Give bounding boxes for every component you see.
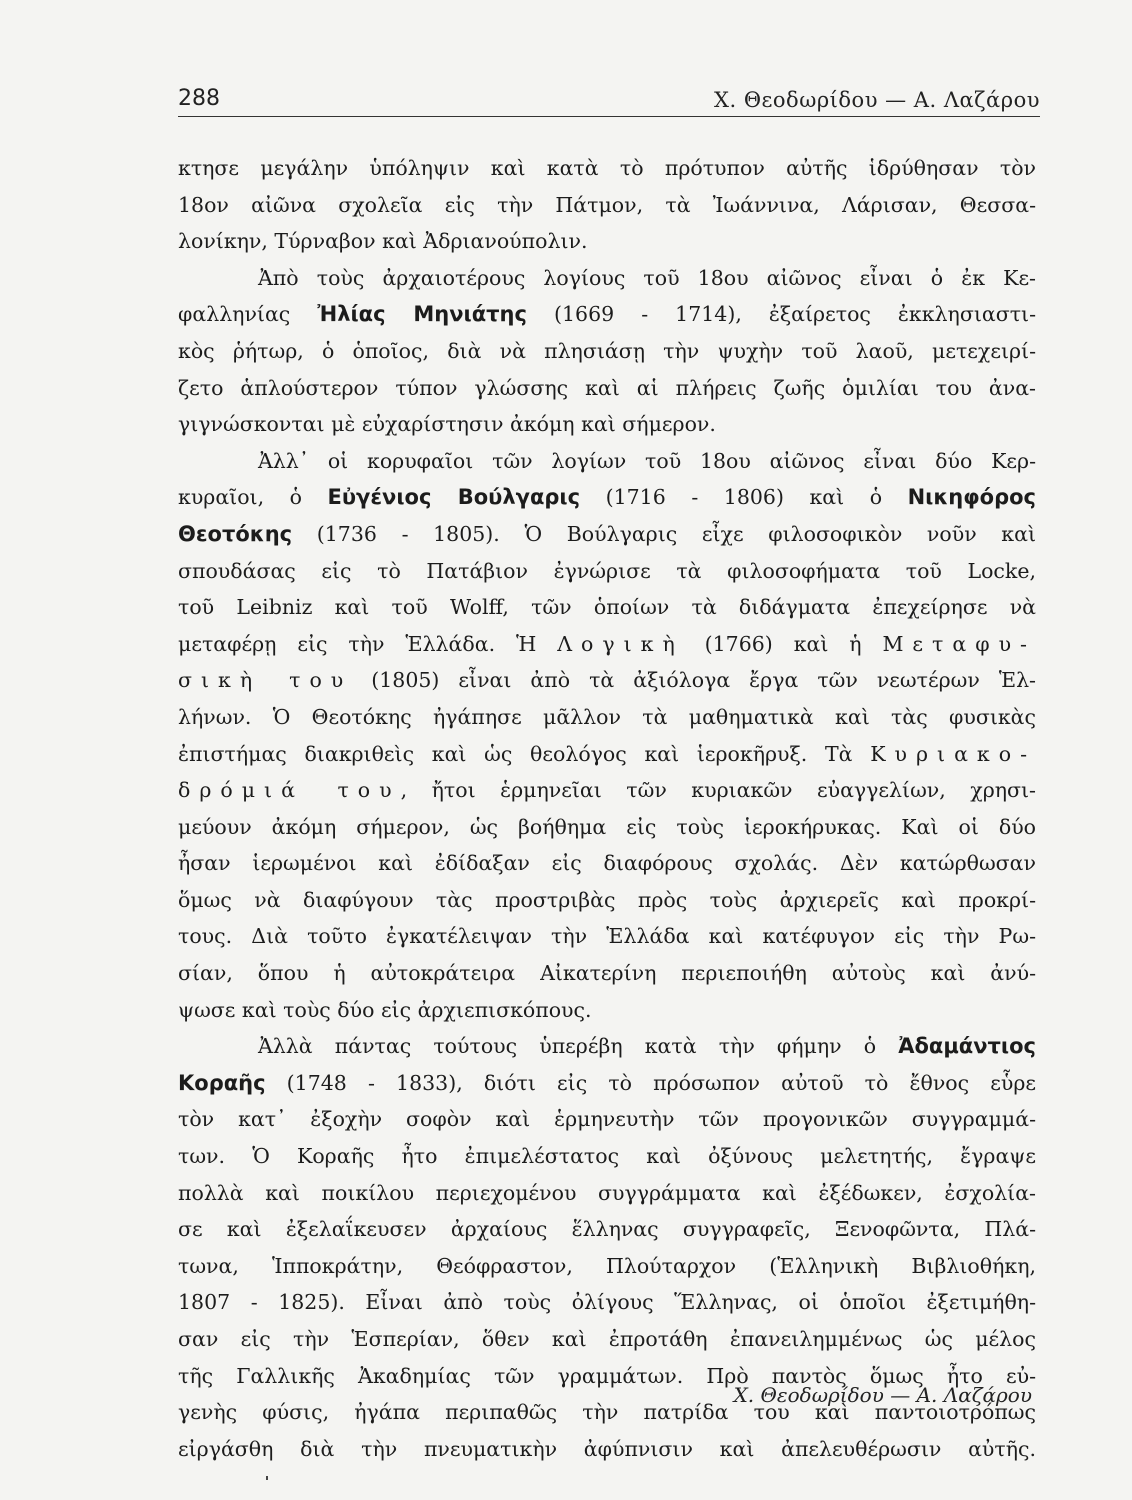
text-run: ζετο ἁπλούστερον τύπον γλώσσης καὶ αἱ πλήρεις ζωῆς ὁμιλίαι του ἀνα-: [178, 375, 1036, 400]
text-line: [178, 845, 1036, 882]
author-signature: Χ. Θεοδωρίδου — Α. Λαζάρου: [733, 1383, 1032, 1407]
text-run: ὅμως νὰ διαφύγουν τὰς προστριβὰς πρὸς τοὺς ἀρχιερεῖς καὶ προκρί-: [178, 887, 1036, 912]
text-run: Ἀπὸ τοὺς ἀρχαιοτέρους λογίους τοῦ 18ου αἰῶνος εἶναι ὁ ἐκ Κε-: [258, 265, 1036, 290]
text-line: [178, 662, 1036, 699]
text-line: [178, 150, 1036, 187]
text-run: (1716 - 1806) καὶ ὁ: [580, 485, 908, 510]
text-line: [178, 1175, 1036, 1212]
text-run: (1669 - 1714), ἐξαίρετος ἐκκλησιαστι-: [526, 302, 1036, 327]
bold-name: Νικηφόρος: [907, 485, 1036, 510]
text-run: των. Ὁ Κοραῆς ἦτο ἐπιμελέστατος καὶ ὀξύνους μελετητής, ἔγραψε: [178, 1144, 1036, 1169]
text-line: [178, 589, 1036, 626]
text-run: ἦσαν ἱερωμένοι καὶ ἐδίδαξαν εἰς διαφόρους σχολάς. Δὲν κατώρθωσαν: [178, 851, 1036, 876]
text-run: κτησε μεγάλην ὑπόληψιν καὶ κατὰ τὸ πρότυπον αὐτῆς ἱδρύθησαν τὸν: [178, 156, 1036, 180]
text-run: τωνα, Ἱπποκράτην, Θεόφραστον, Πλούταρχον (Ἑλληνικὴ Βιβλιοθήκη,: [178, 1253, 1036, 1278]
text-line: [178, 1028, 1036, 1065]
text-run: τὸν κατ᾽ ἐξοχὴν σοφὸν καὶ ἑρμηνευτὴν τῶν προγονικῶν συγγραμμά-: [178, 1107, 1036, 1132]
text-line: [178, 809, 1036, 846]
text-run: (1736 - 1805). Ὁ Βούλγαρις εἶχε φιλοσοφικὸν νοῦν καὶ: [292, 521, 1036, 546]
text-run: σπουδάσας εἰς τὸ Πατάβιον ἐγνώρισε τὰ φιλοσοφήματα τοῦ Locke,: [178, 558, 1036, 583]
bold-name: Εὐγένιος Βούλγαρις: [327, 485, 581, 510]
text-line: [178, 1248, 1036, 1285]
text-line: [178, 443, 1036, 480]
text-run: λονίκην, Τύρναβον καὶ Ἀδριανούπολιν.: [178, 229, 588, 254]
text-run: εἰργάσθη διὰ τὴν πνευματικὴν ἀφύπνισιν καὶ ἀπελευθέρωσιν αὐτῆς.: [178, 1436, 1036, 1461]
text-line: [178, 553, 1036, 590]
text-line: [178, 260, 1036, 297]
text-line: [178, 772, 1036, 809]
text-line: [178, 1211, 1036, 1248]
text-run: πολλὰ καὶ ποικίλου περιεχομένου συγγράμματα καὶ ἐξέδωκεν, ἐσχολία-: [178, 1180, 1036, 1205]
text-line: [178, 1138, 1036, 1175]
text-run: ἐπιστήμας διακριθεὶς καὶ ὡς θεολόγος καὶ ἱεροκῆρυξ. Τὰ: [178, 741, 871, 766]
text-run: (1805) εἶναι ἀπὸ τὰ ἀξιόλογα ἔργα τῶν νεωτέρων Ἑλ-: [352, 668, 1036, 693]
text-line: [178, 992, 1036, 1029]
print-speck: [266, 1476, 268, 1480]
text-line: [178, 1284, 1036, 1321]
text-line: [178, 406, 1036, 443]
spaced-title: δρόμιά του: [178, 778, 401, 803]
text-run: κὸς ῥήτωρ, ὁ ὁποῖος, διὰ νὰ πλησιάσῃ τὴν ψυχὴν τοῦ λαοῦ, μετεχειρί-: [178, 338, 1036, 363]
text-run: (1748 - 1833), διότι εἰς τὸ πρόσωπον αὐτοῦ τὸ ἔθνος εὗρε: [265, 1070, 1036, 1095]
spaced-title: Μεταφυ-: [882, 631, 1036, 656]
text-run: φαλληνίας: [178, 302, 318, 327]
text-run: τῆς Γαλλικῆς Ἀκαδημίας τῶν γραμμάτων. Πρὸ παντὸς ὅμως ἦτο εὐ-: [178, 1363, 1036, 1388]
text-line: [178, 882, 1036, 919]
text-run: μεύουν ἀκόμη σήμερον, ὡς βοήθημα εἰς τοὺς ἱεροκήρυκας. Καὶ οἱ δύο: [178, 814, 1036, 839]
text-line: [178, 1431, 1036, 1468]
spaced-title: Λογικὴ: [557, 631, 684, 656]
text-line: [178, 1101, 1036, 1138]
text-line: [178, 1065, 1036, 1102]
text-run: Ἀλλὰ πάντας τούτους ὑπερέβη κατὰ τὴν φήμην ὁ: [258, 1034, 899, 1059]
text-run: 1807 - 1825). Εἶναι ἀπὸ τοὺς ὀλίγους Ἕλληνας, οἱ ὁποῖοι ἐξετιμήθη-: [178, 1290, 1036, 1315]
text-run: σίαν, ὅπου ἡ αὐτοκράτειρα Αἰκατερίνη περιεποιήθη αὐτοὺς καὶ ἀνύ-: [178, 961, 1036, 986]
text-run: λήνων. Ὁ Θεοτόκης ἠγάπησε μᾶλλον τὰ μαθηματικὰ καὶ τὰς φυσικὰς: [178, 704, 1036, 729]
text-run: Ἀλλ᾽ οἱ κορυφαῖοι τῶν λογίων τοῦ 18ου αἰῶνος εἶναι δύο Κερ-: [258, 448, 1036, 473]
spaced-title: σικὴ του: [178, 668, 353, 693]
text-line: [178, 918, 1036, 955]
text-line: [178, 479, 1036, 516]
bold-name: Κοραῆς: [178, 1070, 266, 1095]
page-header: [178, 82, 1040, 117]
text-line: [178, 1321, 1036, 1358]
text-line: [178, 333, 1036, 370]
text-line: [178, 223, 1036, 260]
text-line: [178, 187, 1036, 224]
text-line: [178, 736, 1036, 773]
text-run: 18ον αἰῶνα σχολεῖα εἰς τὴν Πάτμον, τὰ Ἰωάννινα, Λάρισαν, Θεσσα-: [178, 192, 1036, 217]
text-line: [178, 516, 1036, 553]
text-line: [178, 626, 1036, 663]
text-run: τους. Διὰ τοῦτο ἐγκατέλειψαν τὴν Ἑλλάδα καὶ κατέφυγον εἰς τὴν Ρω-: [178, 924, 1036, 949]
page-number: 288: [178, 86, 220, 111]
bold-name: Ἠλίας Μηνιάτης: [317, 302, 527, 327]
text-line: [178, 296, 1036, 333]
text-run: ψωσε καὶ τοὺς δύο εἰς ἀρχιεπισκόπους.: [178, 997, 592, 1022]
text-run: (1766) καὶ ἡ: [683, 631, 883, 656]
text-run: , ἤτοι ἑρμηνεῖαι τῶν κυριακῶν εὐαγγελίων, χρησι-: [400, 778, 1036, 803]
text-run: τοῦ Leibniz καὶ τοῦ Wolff, τῶν ὁποίων τὰ διδάγματα ἐπεχείρησε νὰ: [178, 595, 1036, 620]
text-run: μεταφέρῃ εἰς τὴν Ἑλλάδα. Ἡ: [178, 631, 558, 656]
running-head: Χ. Θεοδωρίδου — Α. Λαζάρου: [714, 88, 1040, 112]
text-run: γενὴς φύσις, ἠγάπα περιπαθῶς τὴν πατρίδα του καὶ παντοιοτρόπως: [178, 1400, 1036, 1425]
text-run: σε καὶ ἐξελαΐκευσεν ἀρχαίους ἕλληνας συγγραφεῖς, Ξενοφῶντα, Πλά-: [178, 1217, 1036, 1242]
spaced-title: Κυριακο-: [870, 741, 1036, 766]
bold-name: Ἀδαμάντιος: [898, 1034, 1036, 1059]
text-run: γιγνώσκονται μὲ εὐχαρίστησιν ἀκόμη καὶ σήμερον.: [178, 412, 716, 437]
text-line: [178, 370, 1036, 407]
body-text: [178, 150, 1036, 1467]
bold-name: Θεοτόκης: [178, 521, 293, 546]
text-line: [178, 699, 1036, 736]
text-line: [178, 955, 1036, 992]
text-run: σαν εἰς τὴν Ἑσπερίαν, ὅθεν καὶ ἐπροτάθη ἐπανειλημμένως ὡς μέλος: [178, 1327, 1036, 1351]
text-run: κυραῖοι, ὁ: [178, 485, 328, 510]
